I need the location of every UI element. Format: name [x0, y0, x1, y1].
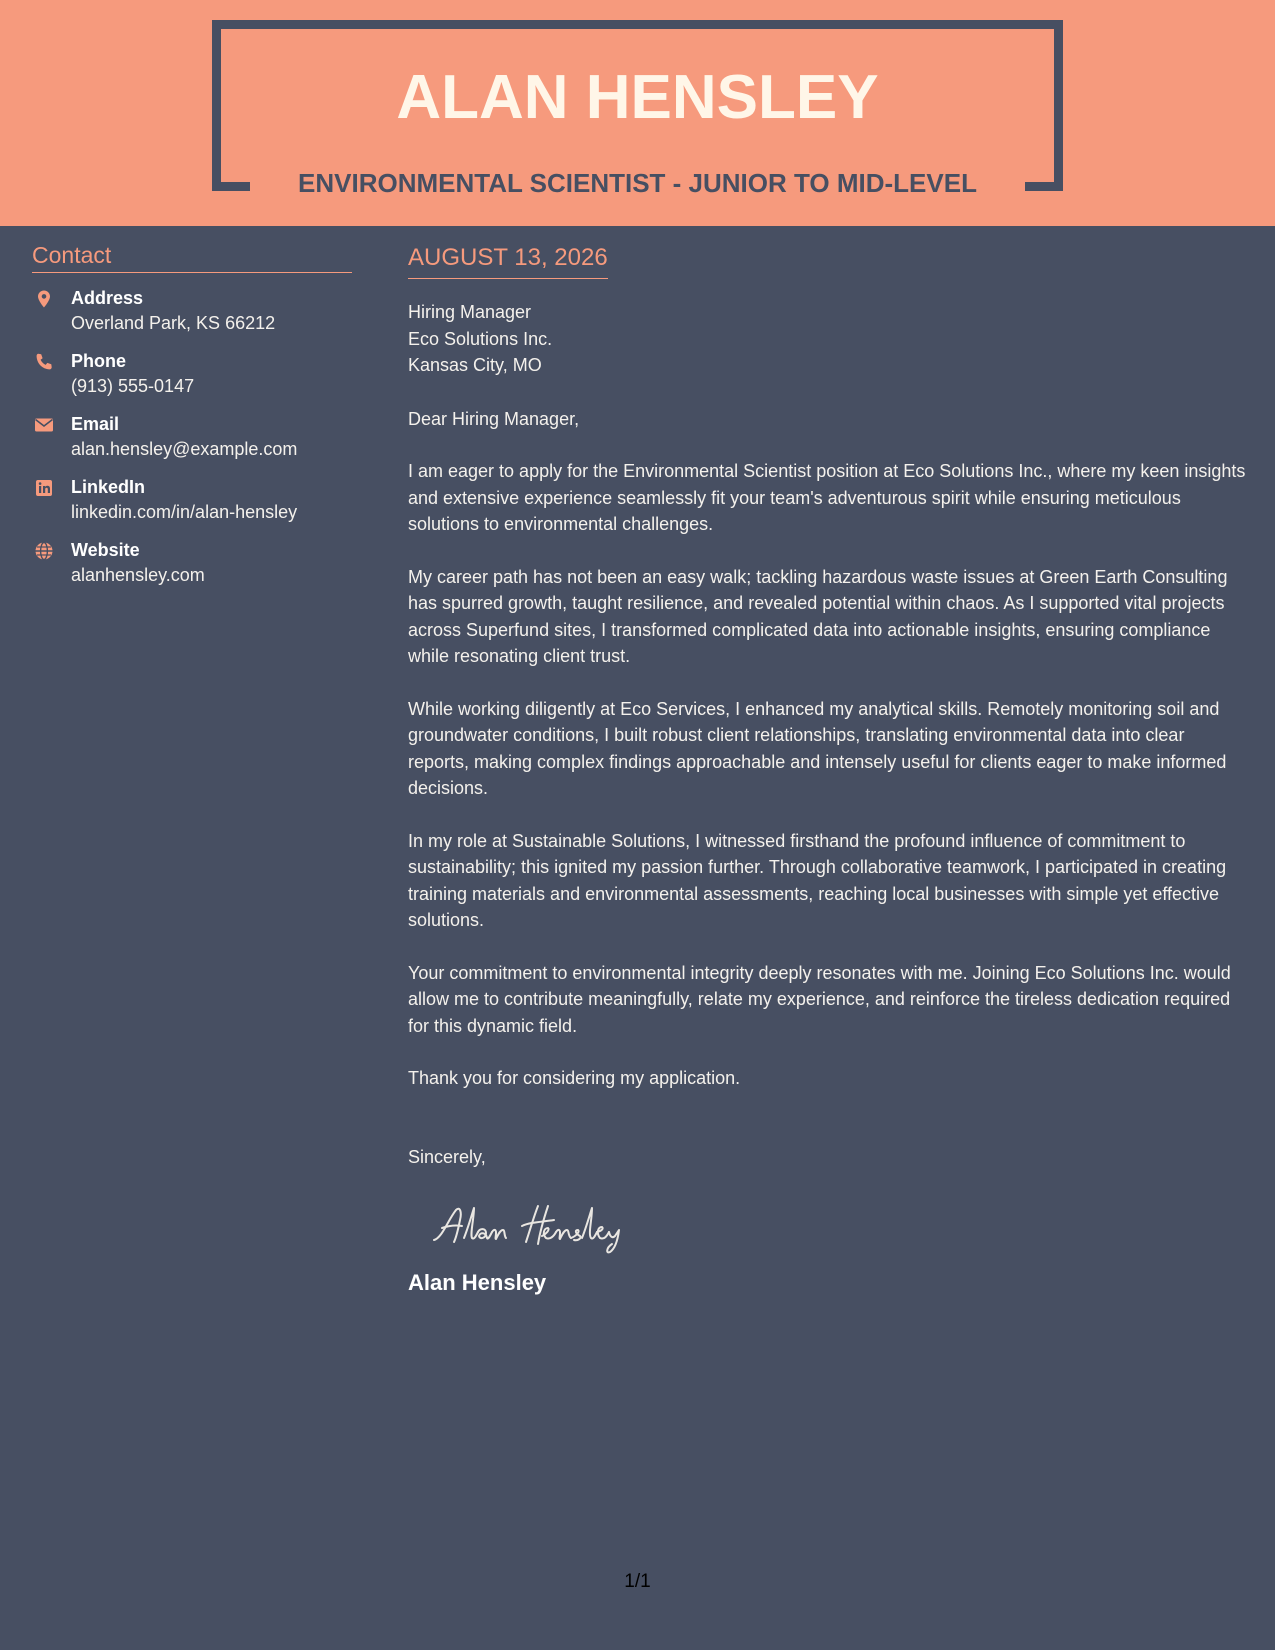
- linkedin-icon: [34, 478, 54, 498]
- email-value: alan.hensley@example.com: [71, 439, 298, 459]
- handwritten-signature: [430, 1198, 1248, 1258]
- contact-linkedin: [32, 475, 352, 525]
- email-label: Email: [71, 414, 120, 434]
- linkedin-label: LinkedIn: [71, 477, 146, 497]
- recipient-line: Eco Solutions Inc.: [408, 328, 553, 349]
- address-value: Overland Park, KS 66212: [71, 313, 276, 333]
- linkedin-value: linkedin.com/in/alan-hensley: [71, 502, 298, 522]
- letter-date: AUGUST 13, 2026: [408, 244, 608, 279]
- paragraph: In my role at Sustainable Solutions, I witnessed firsthand the profound influence of commitment to sustainability; this ignited my passion further. Through collaborative teamwork, I participated in creating training materials and environmental assessments, reaching local businesses with simple yet effective solutions.: [408, 830, 1227, 930]
- header-banner: [0, 0, 1275, 226]
- envelope-icon: [34, 415, 54, 435]
- recipient-line: Hiring Manager: [408, 302, 532, 322]
- page-number: 1/1: [624, 1571, 651, 1592]
- contact-email: [32, 412, 352, 462]
- salutation: Dear Hiring Manager,: [408, 408, 580, 429]
- paragraph: Your commitment to environmental integrity deeply resonates with me. Joining Eco Solutions Inc. would allow me to contribute meaningfully, relate my experience, and reinforce the tireless dedication required for this dynamic field.: [408, 962, 1231, 1036]
- paragraph: While working diligently at Eco Services, I enhanced my analytical skills. Remotely monitoring soil and groundwater conditions, I built robust client relationships, translating environmental data into clear reports, making complex findings approachable and intensely useful for clients eager to make informed decisions.: [408, 698, 1227, 798]
- map-pin-icon: [34, 289, 54, 309]
- website-label: Website: [71, 540, 140, 560]
- website-value: alanhensley.com: [71, 565, 205, 585]
- phone-icon: [34, 352, 54, 372]
- paragraph: I am eager to apply for the Environmental Scientist position at Eco Solutions Inc., where my keen insights and extensive experience seamlessly fit your team's adventurous spirit while ensuring meticulous solutions to environmental challenges.: [408, 461, 1246, 534]
- letter-body: [408, 244, 1248, 1296]
- job-title: ENVIRONMENTAL SCIENTIST - JUNIOR TO MID-LEVEL: [298, 168, 977, 198]
- contact-heading: Contact: [32, 242, 352, 273]
- closing: Sincerely,: [408, 1146, 486, 1167]
- contact-address: [32, 286, 352, 336]
- recipient-line: Kansas City, MO: [408, 355, 542, 375]
- recipient-block: [408, 299, 1248, 379]
- address-label: Address: [71, 288, 144, 308]
- contact-website: [32, 538, 352, 588]
- signer-name: Alan Hensley: [408, 1270, 547, 1295]
- phone-value: (913) 555-0147: [71, 376, 195, 396]
- contact-sidebar: [32, 242, 352, 588]
- paragraph: Thank you for considering my application.: [408, 1068, 741, 1088]
- applicant-name: ALAN HENSLEY: [396, 63, 879, 132]
- contact-phone: [32, 349, 352, 399]
- paragraph: My career path has not been an easy walk; tackling hazardous waste issues at Green Earth Consulting has spurred growth, taught resilience, and revealed potential within chaos. As I supported vital projects across Superfund sites, I transformed complicated data into actionable insights, ensuring compliance while resonating client trust.: [408, 566, 1228, 666]
- phone-label: Phone: [71, 351, 127, 371]
- globe-icon: [34, 541, 54, 561]
